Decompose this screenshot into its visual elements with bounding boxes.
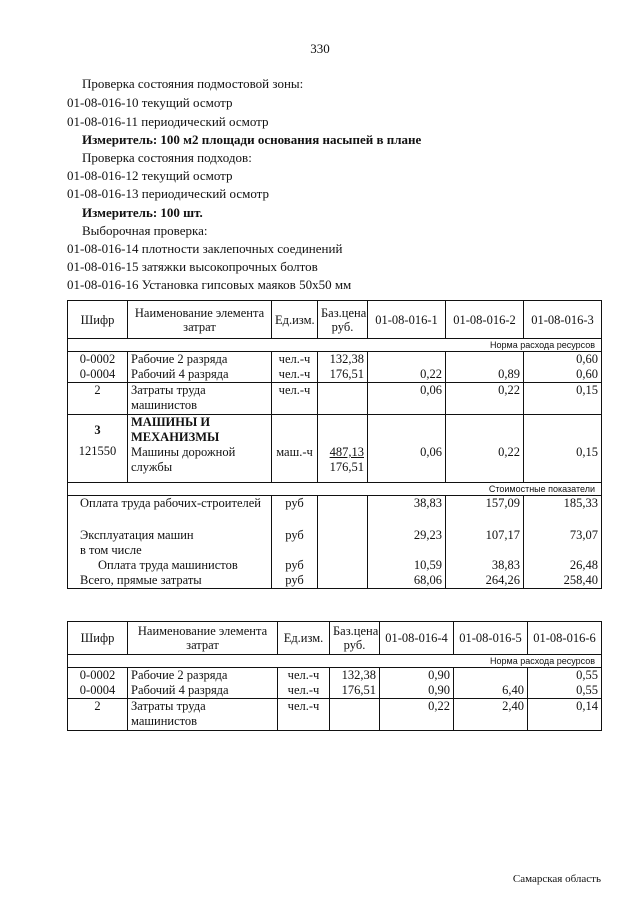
- cost-label: Стоимостные показатели: [68, 483, 602, 496]
- cell-code: 0-0002: [68, 352, 128, 368]
- machine-unit: маш.-ч: [276, 445, 313, 459]
- cell-name: Затраты труда машинистов: [128, 383, 272, 415]
- header-name: Наименование элемента затрат: [128, 301, 272, 339]
- cost-name: в том числе: [68, 543, 272, 558]
- intro-line: 01-08-016-16 Установка гипсовых маяков 50х50 мм: [67, 277, 352, 292]
- intro-line: 01-08-016-10 текущий осмотр: [67, 95, 233, 110]
- cost-unit: руб: [272, 496, 318, 528]
- cell-name: Рабочие 2 разряда: [128, 352, 272, 368]
- intro-line-measure: Измеритель: 100 м2 площади основания насыпей в плане: [82, 132, 422, 147]
- norm-label-row: [68, 339, 602, 352]
- cost-value: 73,07: [524, 528, 602, 543]
- cost-value: 185,33: [524, 496, 602, 528]
- cost-name: Оплата труда рабочих-строителей: [68, 496, 272, 528]
- cell-value: 0,90: [380, 668, 454, 684]
- cell-value: 6,40: [454, 683, 528, 699]
- intro-line: 01-08-016-11 периодический осмотр: [67, 114, 269, 129]
- cell-price: 132,38: [318, 352, 368, 368]
- machine-price-bottom: 176,51: [329, 460, 364, 474]
- cost-name: Оплата труда машинистов: [68, 558, 272, 573]
- cost-value: 29,23: [368, 528, 446, 543]
- cell-value: 0,90: [380, 683, 454, 699]
- machines-section-title: МАШИНЫ И МЕХАНИЗМЫ: [131, 415, 220, 444]
- cell-unit: чел.-ч: [278, 683, 330, 699]
- machine-value: 0,06: [420, 445, 442, 459]
- header-col-1: 01-08-016-4: [380, 622, 454, 655]
- total-value: 264,26: [446, 573, 524, 589]
- header-col-2: 01-08-016-5: [454, 622, 528, 655]
- total-unit: руб: [272, 573, 318, 589]
- cell-price: [318, 415, 368, 483]
- header-unit: Ед.изм.: [272, 301, 318, 339]
- cell-value: [368, 415, 446, 483]
- total-value: 68,06: [368, 573, 446, 589]
- norm-label-row: [68, 655, 602, 668]
- cost-row: [68, 558, 602, 573]
- cell-name: Рабочий 4 разряда: [128, 367, 272, 383]
- cell-value: 0,89: [446, 367, 524, 383]
- table-row: [68, 367, 602, 383]
- header-col-1: 01-08-016-1: [368, 301, 446, 339]
- cell-unit: [272, 415, 318, 483]
- cell-code: 0-0004: [68, 683, 128, 699]
- cell-price: 176,51: [318, 367, 368, 383]
- cell-value: 0,22: [380, 699, 454, 731]
- cell-unit: чел.-ч: [272, 352, 318, 368]
- cell-value: 0,55: [528, 683, 602, 699]
- cost-unit: руб: [272, 528, 318, 543]
- table-row: [68, 668, 602, 684]
- cell-name: Затраты труда машинистов: [128, 699, 278, 731]
- machine-code: 121550: [78, 444, 117, 458]
- table-header-row: [68, 301, 602, 339]
- cell-value: 0,22: [446, 383, 524, 415]
- header-price: Баз.цена руб.: [318, 301, 368, 339]
- cost-unit: руб: [272, 558, 318, 573]
- intro-line: Проверка состояния подходов:: [82, 150, 252, 165]
- cell-value: 0,60: [524, 352, 602, 368]
- header-code: Шифр: [68, 622, 128, 655]
- machine-price-top: 487,13: [329, 445, 364, 459]
- cost-value: 107,17: [446, 528, 524, 543]
- cell-value: [524, 415, 602, 483]
- cost-value: 38,83: [368, 496, 446, 528]
- machine-name: Машины дорожной службы: [131, 445, 236, 474]
- cost-price-empty: [318, 496, 368, 528]
- total-price-empty: [318, 573, 368, 589]
- header-unit: Ед.изм.: [278, 622, 330, 655]
- cell-unit: чел.-ч: [272, 367, 318, 383]
- header-col-3: 01-08-016-3: [524, 301, 602, 339]
- header-name: Наименование элемента затрат: [128, 622, 278, 655]
- machine-value: 0,22: [498, 445, 520, 459]
- cell-code: 2: [68, 699, 128, 731]
- machines-section-code: 3: [94, 423, 101, 437]
- cell-price: 176,51: [330, 683, 380, 699]
- table-row: [68, 699, 602, 731]
- cell-value: 0,60: [524, 367, 602, 383]
- header-code: Шифр: [68, 301, 128, 339]
- machines-row: [68, 415, 602, 483]
- cell-value: [446, 352, 524, 368]
- footer-region: Самарская область: [512, 873, 601, 885]
- total-name: Всего, прямые затраты: [68, 573, 272, 589]
- machine-value: 0,15: [576, 445, 598, 459]
- cell-price: 132,38: [330, 668, 380, 684]
- total-row: [68, 573, 602, 589]
- cell-value: [446, 415, 524, 483]
- header-col-2: 01-08-016-2: [446, 301, 524, 339]
- cost-price-empty: [318, 558, 368, 573]
- cell-value: 2,40: [454, 699, 528, 731]
- header-price: Баз.цена руб.: [330, 622, 380, 655]
- cost-row: [68, 543, 602, 558]
- cost-label-row: [68, 483, 602, 496]
- cell-price: [318, 383, 368, 415]
- cell-name: Рабочий 4 разряда: [128, 683, 278, 699]
- cell-code: [68, 415, 128, 483]
- header-col-3: 01-08-016-6: [528, 622, 602, 655]
- cost-name: Эксплуатация машин: [68, 528, 272, 543]
- resource-table-1: [67, 300, 602, 589]
- norm-label: Норма расхода ресурсов: [68, 655, 602, 668]
- norm-label: Норма расхода ресурсов: [68, 339, 602, 352]
- cell-unit: чел.-ч: [278, 668, 330, 684]
- cell-code: 2: [68, 383, 128, 415]
- cell-value: 0,06: [368, 383, 446, 415]
- cell-value: 0,14: [528, 699, 602, 731]
- intro-line: 01-08-016-13 периодический осмотр: [67, 186, 269, 201]
- cell-value: 0,15: [524, 383, 602, 415]
- cell-value: [368, 352, 446, 368]
- cell-value: 0,55: [528, 668, 602, 684]
- page-number: 330: [310, 41, 330, 56]
- resource-table-2: [67, 621, 602, 731]
- table-header-row: [68, 622, 602, 655]
- cost-value: 38,83: [446, 558, 524, 573]
- cost-value: 10,59: [368, 558, 446, 573]
- intro-line: 01-08-016-15 затяжки высокопрочных болтов: [67, 259, 318, 274]
- intro-line: 01-08-016-12 текущий осмотр: [67, 168, 233, 183]
- cell-code: 0-0002: [68, 668, 128, 684]
- cost-row: [68, 528, 602, 543]
- intro-line: Выборочная проверка:: [82, 223, 208, 238]
- cell-name: [128, 415, 272, 483]
- cost-value: 26,48: [524, 558, 602, 573]
- cell-name: Рабочие 2 разряда: [128, 668, 278, 684]
- cell-unit: чел.-ч: [278, 699, 330, 731]
- table-row: [68, 683, 602, 699]
- cell-code: 0-0004: [68, 367, 128, 383]
- cell-price: [330, 699, 380, 731]
- table-row: [68, 383, 602, 415]
- intro-line: 01-08-016-14 плотности заклепочных соединений: [67, 241, 343, 256]
- total-value: 258,40: [524, 573, 602, 589]
- cell-unit: чел.-ч: [272, 383, 318, 415]
- cell-value: 0,22: [368, 367, 446, 383]
- cost-row: [68, 496, 602, 528]
- cost-price-empty: [318, 528, 368, 543]
- intro-line: Проверка состояния подмостовой зоны:: [82, 76, 304, 91]
- intro-line-measure: Измеритель: 100 шт.: [82, 205, 203, 220]
- cost-value: 157,09: [446, 496, 524, 528]
- table-row: [68, 352, 602, 368]
- cell-value: [454, 668, 528, 684]
